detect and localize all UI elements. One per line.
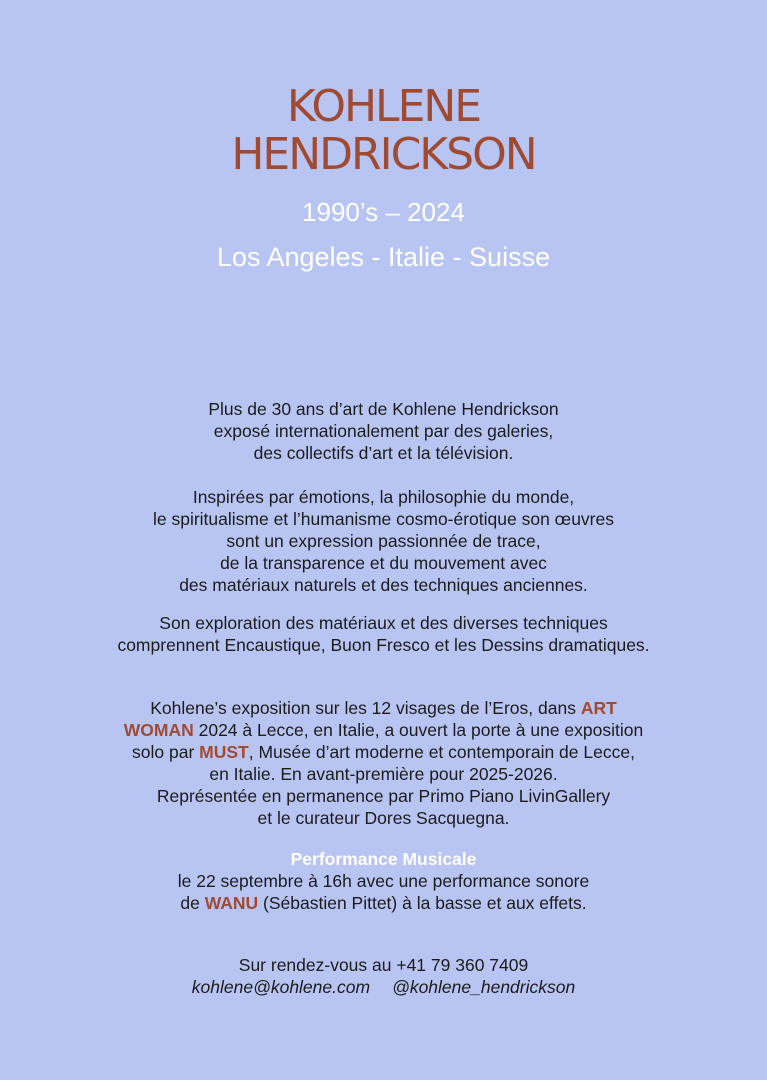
appointment-phone: Sur rendez-vous au +41 79 360 7409 xyxy=(238,955,529,975)
techniques-paragraph xyxy=(0,612,767,656)
exhibition-line: Représentée en permanence par Primo Piano LivinGallery xyxy=(156,786,611,806)
inspiration-line: des matériaux naturels et des techniques anciennes. xyxy=(179,575,588,595)
instagram-handle[interactable]: @kohlene_hendrickson xyxy=(392,977,576,997)
exhibition-paragraph xyxy=(0,697,767,829)
exhibition-line: et le curateur Dores Sacquegna. xyxy=(257,808,510,828)
exhibition-line xyxy=(0,741,767,763)
career-places: Los Angeles - Italie - Suisse xyxy=(216,242,551,272)
exhibition-line xyxy=(0,697,767,719)
performance-line: le 22 septembre à 16h avec une performance sonore xyxy=(177,871,590,891)
inspiration-line: le spiritualisme et l’humanisme cosmo-érotique son œuvres xyxy=(152,509,614,529)
exhibition-text: solo par xyxy=(132,742,200,762)
inspiration-line: sont un expression passionnée de trace, xyxy=(226,531,541,551)
performance-text: de xyxy=(180,893,205,913)
techniques-line: comprennent Encaustique, Buon Fresco et les Dessins dramatiques. xyxy=(117,635,650,655)
exhibition-text: Kohlene’s exposition sur les 12 visages de l’Eros, dans xyxy=(150,698,581,718)
intro-line: exposé internationalement par des galeries, xyxy=(213,421,554,441)
wanu-highlight: WANU xyxy=(204,893,259,913)
email-link[interactable]: kohlene@kohlene.com xyxy=(191,977,371,997)
inspiration-paragraph xyxy=(0,486,767,596)
must-highlight: MUST xyxy=(199,742,249,762)
intro-line: Plus de 30 ans d’art de Kohlene Hendrickson xyxy=(208,399,559,419)
performance-text: (Sébastien Pittet) à la basse et aux effets. xyxy=(258,893,587,913)
contact-links xyxy=(0,976,767,998)
contact-block xyxy=(0,954,767,998)
inspiration-line: de la transparence et du mouvement avec xyxy=(220,553,547,573)
art-woman-highlight: ART xyxy=(580,698,617,718)
performance-paragraph xyxy=(0,848,767,914)
performance-line xyxy=(0,892,767,914)
artist-last-name: HENDRICKSON xyxy=(231,129,536,180)
exhibition-line: en Italie. En avant-première pour 2025-2026. xyxy=(209,764,558,784)
inspiration-line: Inspirées par émotions, la philosophie du monde, xyxy=(192,487,575,507)
intro-paragraph xyxy=(0,398,767,464)
exhibition-text: , Musée d’art moderne et contemporain de Lecce, xyxy=(248,742,635,762)
techniques-line: Son exploration des matériaux et des diverses techniques xyxy=(159,613,608,633)
exhibition-text: 2024 à Lecce, en Italie, a ouvert la porte à une exposition xyxy=(193,720,644,740)
artist-first-name: KOHLENE xyxy=(286,81,481,132)
performance-title: Performance Musicale xyxy=(290,849,477,869)
career-dates: 1990’s – 2024 xyxy=(302,197,465,227)
intro-line: des collectifs d’art et la télévision. xyxy=(253,443,514,463)
art-woman-highlight: WOMAN xyxy=(123,720,194,740)
exhibition-line xyxy=(0,719,767,741)
